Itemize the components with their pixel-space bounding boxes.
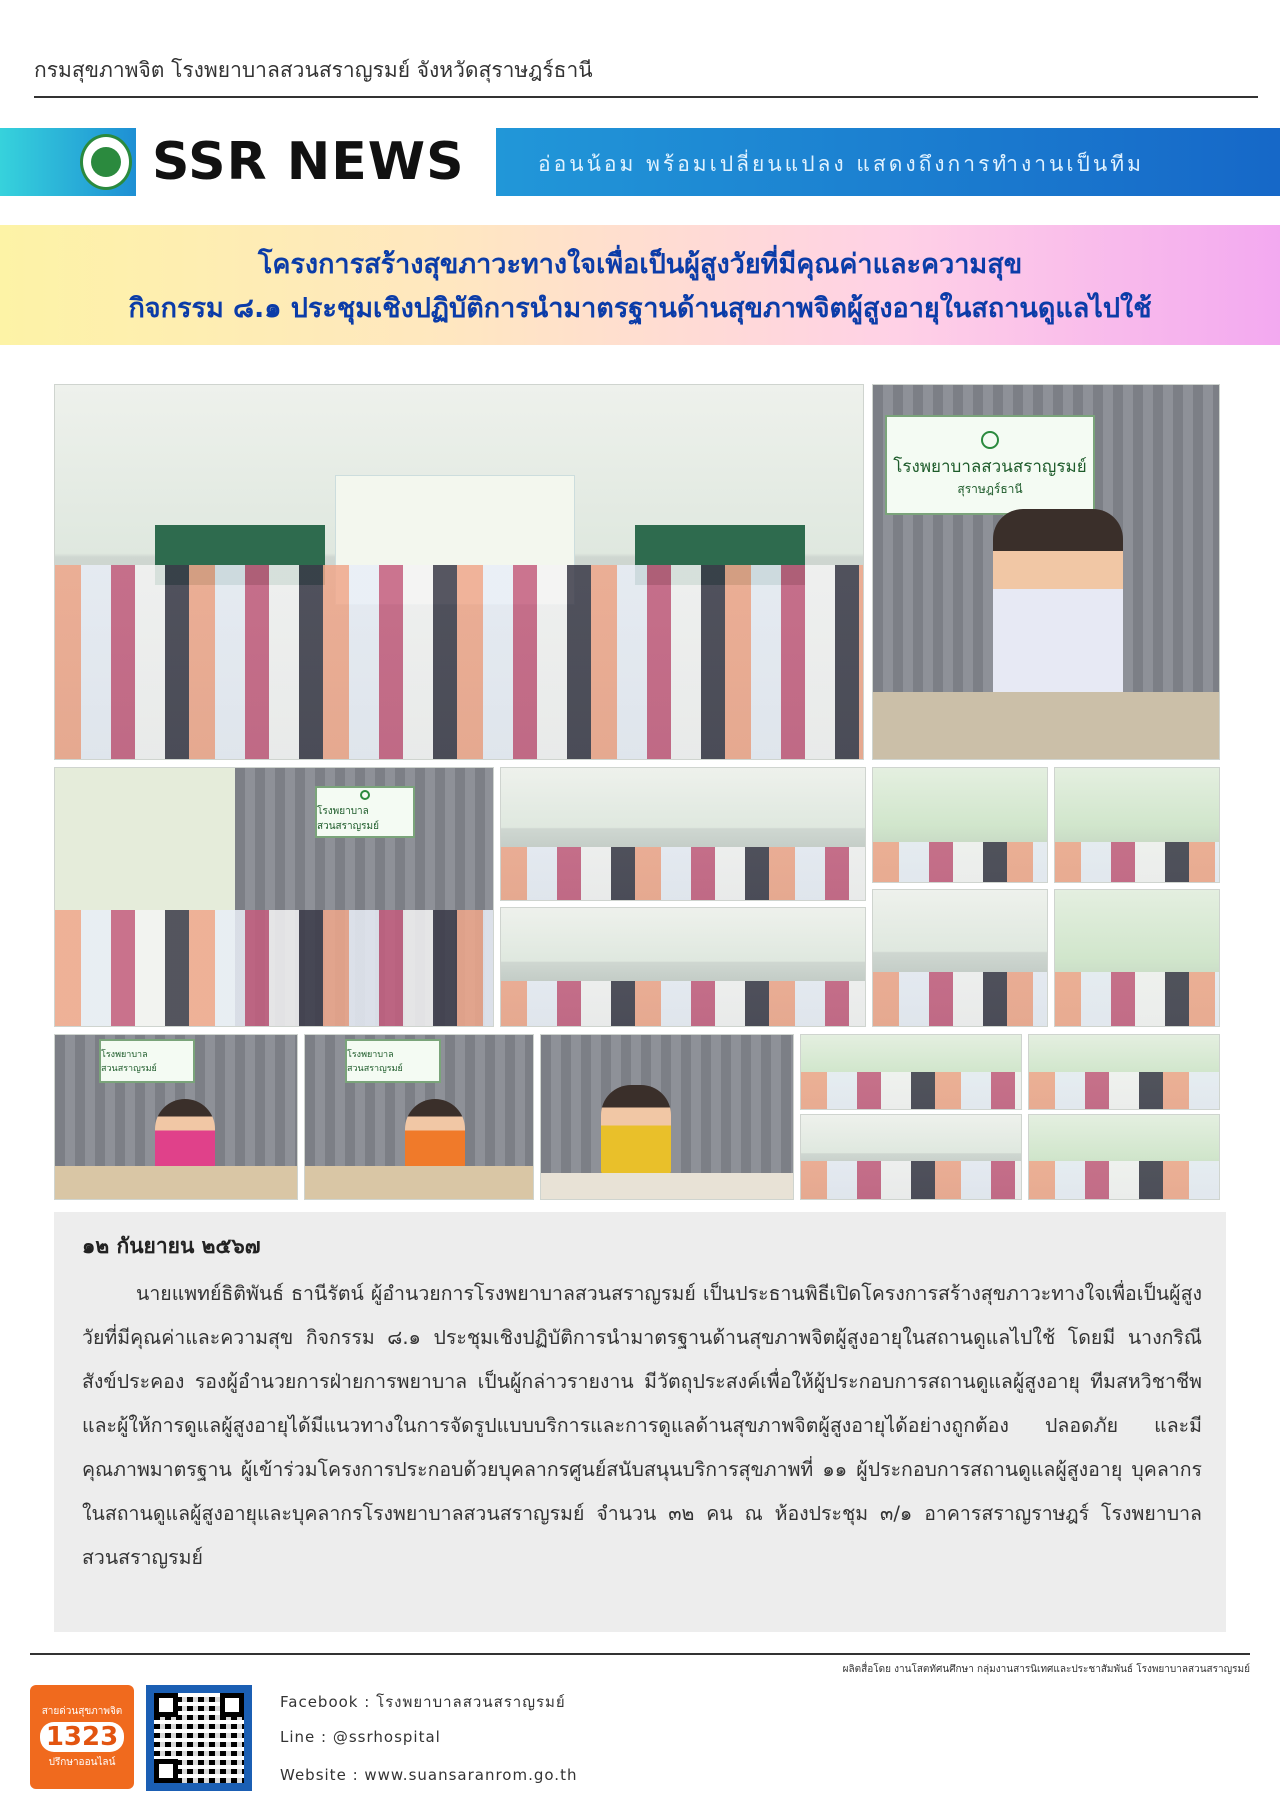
hotline-label: สายด่วนสุขภาพจิต [41,1706,123,1717]
meeting-photo-3 [500,907,866,1027]
banner-title-box [136,128,496,196]
meeting-photo-9 [800,1114,1022,1200]
meeting-photo-11 [1028,1114,1220,1200]
news-date: ๑๒ กันยายน ๒๕๖๗ [82,1234,261,1258]
meeting-photo-10 [1028,1034,1220,1110]
banner-slogan: อ่อนน้อม พร้อมเปลี่ยนแปลง แสดงถึงการทำงานเป็นทีม [538,152,1144,176]
hospital-sign: โรงพยาบาลสวนสราญรมย์ สุราษฎร์ธานี [885,415,1095,515]
meeting-photo-5 [1054,767,1220,883]
banner [0,128,1280,196]
meeting-photo-2 [500,767,866,901]
meeting-photo-4 [872,767,1048,883]
headline-line-2: กิจกรรม ๘.๑ ประชุมเชิงปฏิบัติการนำมาตรฐานด้านสุขภาพจิตผู้สูงอายุในสถานดูแลไปใช้ [128,293,1152,324]
meeting-photo-6 [872,889,1048,1027]
banner-title: SSR NEWS [152,132,465,192]
hotline-number: 1323 [40,1722,124,1752]
top-divider [34,96,1258,98]
speaker-photo-4 [540,1034,794,1200]
headline [0,225,1280,345]
meeting-photo-7 [1054,889,1220,1027]
speaker-photo [872,384,1220,760]
news-article [54,1212,1226,1632]
facebook-contact[interactable]: Facebook : โรงพยาบาลสวนสราญรมย์ [280,1693,566,1711]
speaker-photo-3: โรงพยาบาลสวนสราญรมย์ [304,1034,534,1200]
group-photo [54,384,864,760]
qr-code-icon[interactable] [146,1685,252,1791]
bottom-divider [30,1653,1250,1655]
website-contact[interactable]: Website : www.suansaranrom.go.th [280,1766,578,1784]
line-contact[interactable]: Line : @ssrhospital [280,1728,441,1746]
speaker-photo-2: โรงพยาบาลสวนสราญรมย์ [54,1034,298,1200]
org-line: กรมสุขภาพจิต โรงพยาบาลสวนสราญรมย์ จังหวัดสุราษฎร์ธานี [34,58,593,82]
hotline-sub: ปรึกษาออนไลน์ [48,1757,116,1768]
meeting-photo-1: โรงพยาบาลสวนสราญรมย์ [54,767,494,1027]
meeting-photo-8 [800,1034,1022,1110]
production-credit: ผลิตสื่อโดย งานโสตทัศนศึกษา กลุ่มงานสารนิเทศและประชาสัมพันธ์ โรงพยาบาลสวนสราญรมย์ [842,1664,1250,1675]
news-body: นายแพทย์ธิติพันธ์ ธานีรัตน์ ผู้อำนวยการโรงพยาบาลสวนสราญรมย์ เป็นประธานพิธีเปิดโครงการสร้างสุขภาวะทางใจเพื่อเป็นผู้สูงวัยที่มีคุณค่าและความสุข กิจกรรม ๘.๑ ประชุมเชิงปฏิบัติการนำมาตรฐานด้านสุขภาพจิตผู้สูงอายุในสถานดูแลไปใช้ โดยมี นางกริณี สังข์ประคอง รองผู้อำนวยการฝ่ายการพยาบาล เป็นผู้กล่าวรายงาน มีวัตถุประสงค์เพื่อให้ผู้ประกอบการสถานดูแลผู้สูงอายุ ทีมสหวิชาชีพ และผู้ให้การดูแลผู้สูงอายุได้มีแนวทางในการจัดรูปแบบบริการและการดูแลด้านสุขภาพจิตผู้สูงอายุได้อย่างถูกต้อง ปลอดภัย และมีคุณภาพมาตรฐาน ผู้เข้าร่วมโครงการประกอบด้วยบุคลากรศูนย์สนับสนุนบริการสุขภาพที่ ๑๑ ผู้ประกอบการสถานดูแลผู้สูงอายุ บุคลากรในสถานดูแลผู้สูงอายุและบุคลากรโรงพยาบาลสวนสราญรมย์ จำนวน ๓๒ คน ณ ห้องประชุม ๓/๑ อาคารสราญราษฎร์ โรงพยาบาลสวนสราญรมย์ [82,1282,1202,1569]
hotline-badge [30,1685,134,1789]
headline-line-1: โครงการสร้างสุขภาวะทางใจเพื่อเป็นผู้สูงวัยที่มีคุณค่าและความสุข [257,249,1023,280]
department-logo-icon [80,134,132,190]
